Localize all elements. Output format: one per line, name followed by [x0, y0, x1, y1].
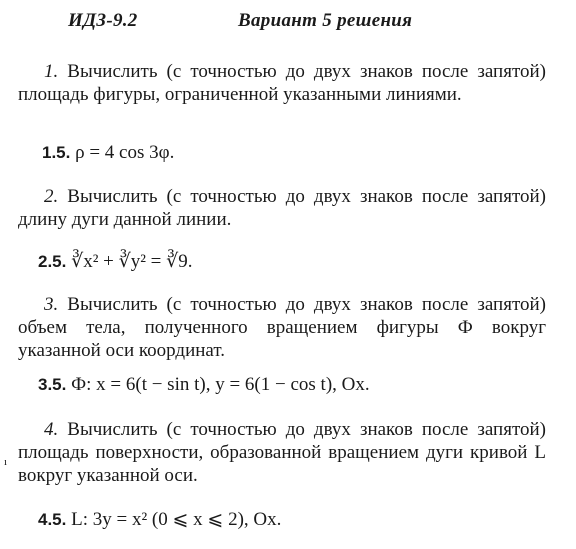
variant-4-5-formula: L: 3y = x² (0 ⩽ x ⩽ 2), Ox. — [71, 509, 282, 530]
variant-4-5-number: 4.5. — [38, 510, 67, 529]
task-4-text: Вычислить (с точностью до двух знаков после запятой) площадь поверхности, образованной вращением дуги кривой L вокруг указанной оси. — [18, 419, 546, 486]
header-variant: Вариант 5 решения — [238, 10, 413, 31]
variant-1-5-number: 1.5. — [42, 143, 71, 162]
task-2-text: Вычислить (с точностью до двух знаков после запятой) длину дуги данной линии. — [18, 186, 546, 230]
margin-mark: ı — [4, 456, 8, 468]
variant-1-5 — [42, 141, 174, 165]
variant-4-5 — [38, 508, 281, 532]
variant-2-5 — [38, 250, 193, 274]
task-3 — [18, 293, 546, 362]
task-3-text: Вычислить (с точностью до двух знаков после запятой) объем тела, полученного вращением фигуры Ф вокруг указанной оси координат. — [18, 294, 546, 361]
variant-1-5-formula: ρ = 4 cos 3φ. — [75, 142, 175, 163]
task-3-number: 3. — [44, 294, 59, 315]
task-2-number: 2. — [44, 186, 59, 207]
task-2 — [18, 185, 546, 231]
header-idz: ИДЗ-9.2 — [68, 10, 138, 31]
variant-3-5-formula: Ф: x = 6(t − sin t), y = 6(1 − cos t), Ox. — [71, 374, 370, 395]
task-1-number: 1. — [44, 61, 59, 82]
variant-3-5-number: 3.5. — [38, 375, 67, 394]
task-4 — [18, 418, 546, 487]
variant-2-5-number: 2.5. — [38, 252, 67, 271]
task-1-text: Вычислить (с точностью до двух знаков после запятой) площадь фигуры, ограниченной указанными линиями. — [18, 61, 546, 105]
task-4-number: 4. — [44, 419, 59, 440]
task-1 — [18, 60, 546, 106]
variant-3-5 — [38, 373, 370, 397]
variant-2-5-formula: ∛x² + ∛y² = ∛9. — [71, 251, 193, 272]
